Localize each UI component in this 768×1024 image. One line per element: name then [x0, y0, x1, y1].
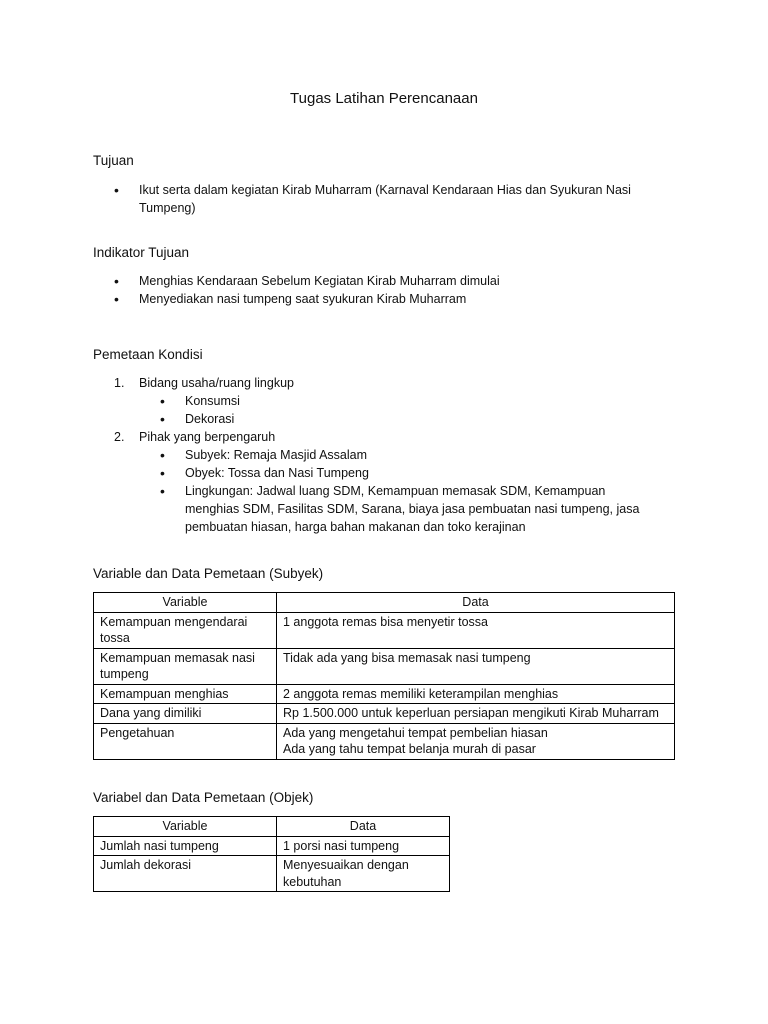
sublist — [139, 446, 650, 536]
heading-tujuan: Tujuan — [93, 153, 134, 168]
table-cell: Kemampuan mengendarai tossa — [94, 612, 277, 648]
list-item: • Ikut serta dalam kegiatan Kirab Muharram (Karnaval Kendaraan Hias dan Syukuran Nasi Tumpeng) — [114, 181, 659, 217]
table-cell: Jumlah dekorasi — [94, 856, 277, 892]
list-item-label: Pihak yang berpengaruh — [139, 430, 276, 444]
table-header-row — [94, 817, 450, 837]
tujuan-list — [114, 181, 659, 217]
objek-table — [93, 816, 450, 892]
list-item — [114, 428, 674, 536]
table-row — [94, 684, 675, 704]
heading-indikator-tujuan: Indikator Tujuan — [93, 245, 190, 260]
table-row — [94, 836, 450, 856]
table-cell: Dana yang dimiliki — [94, 704, 277, 724]
heading-pemetaan-kondisi: Pemetaan Kondisi — [93, 347, 203, 362]
heading-subyek-table: Variable dan Data Pemetaan (Subyek) — [93, 566, 324, 581]
sublist-item: • Lingkungan: Jadwal luang SDM, Kemampuan memasak SDM, Kemampuan menghias SDM, Fasilitas SDM, Sarana, biaya jasa pembuatan nasi tumpeng, jasa pembuatan hiasan, harga bahan makanan dan toko kerajinan — [160, 482, 650, 536]
subyek-table — [93, 592, 675, 760]
table-row — [94, 704, 675, 724]
list-number: 1. — [114, 376, 125, 390]
table-cell: Ada yang mengetahui tempat pembelian hiasan Ada yang tahu tempat belanja murah di pasar — [277, 723, 675, 759]
table-cell: 1 anggota remas bisa menyetir tossa — [277, 612, 675, 648]
document-title: Tugas Latihan Perencanaan — [290, 90, 478, 107]
sublist-item: • Subyek: Remaja Masjid Assalam — [160, 446, 650, 464]
table-row — [94, 856, 450, 892]
column-header-variable: Variable — [94, 817, 277, 837]
table-cell: Kemampuan memasak nasi tumpeng — [94, 648, 277, 684]
heading-objek-table: Variabel dan Data Pemetaan (Objek) — [93, 790, 314, 805]
table-header-row — [94, 593, 675, 613]
table-cell: Tidak ada yang bisa memasak nasi tumpeng — [277, 648, 675, 684]
list-item: • Menghias Kendaraan Sebelum Kegiatan Kirab Muharram dimulai — [114, 272, 674, 290]
table-row — [94, 723, 675, 759]
list-item — [114, 374, 674, 428]
list-item-label: Bidang usaha/ruang lingkup — [139, 376, 294, 390]
table-cell: Kemampuan menghias — [94, 684, 277, 704]
list-number: 2. — [114, 430, 125, 444]
list-item: • Menyediakan nasi tumpeng saat syukuran Kirab Muharram — [114, 290, 674, 308]
table-cell: 1 porsi nasi tumpeng — [277, 836, 450, 856]
indikator-list — [114, 272, 674, 308]
table-cell: Rp 1.500.000 untuk keperluan persiapan mengikuti Kirab Muharram — [277, 704, 675, 724]
column-header-variable: Variable — [94, 593, 277, 613]
column-header-data: Data — [277, 817, 450, 837]
sublist-item: • Dekorasi — [160, 410, 674, 428]
column-header-data: Data — [277, 593, 675, 613]
table-cell: Menyesuaikan dengan kebutuhan — [277, 856, 450, 892]
sublist — [139, 392, 674, 428]
table-row — [94, 648, 675, 684]
table-row — [94, 612, 675, 648]
table-cell: 2 anggota remas memiliki keterampilan menghias — [277, 684, 675, 704]
sublist-item: • Konsumsi — [160, 392, 674, 410]
table-cell: Jumlah nasi tumpeng — [94, 836, 277, 856]
table-cell: Pengetahuan — [94, 723, 277, 759]
sublist-item: • Obyek: Tossa dan Nasi Tumpeng — [160, 464, 650, 482]
pemetaan-list — [114, 374, 674, 536]
